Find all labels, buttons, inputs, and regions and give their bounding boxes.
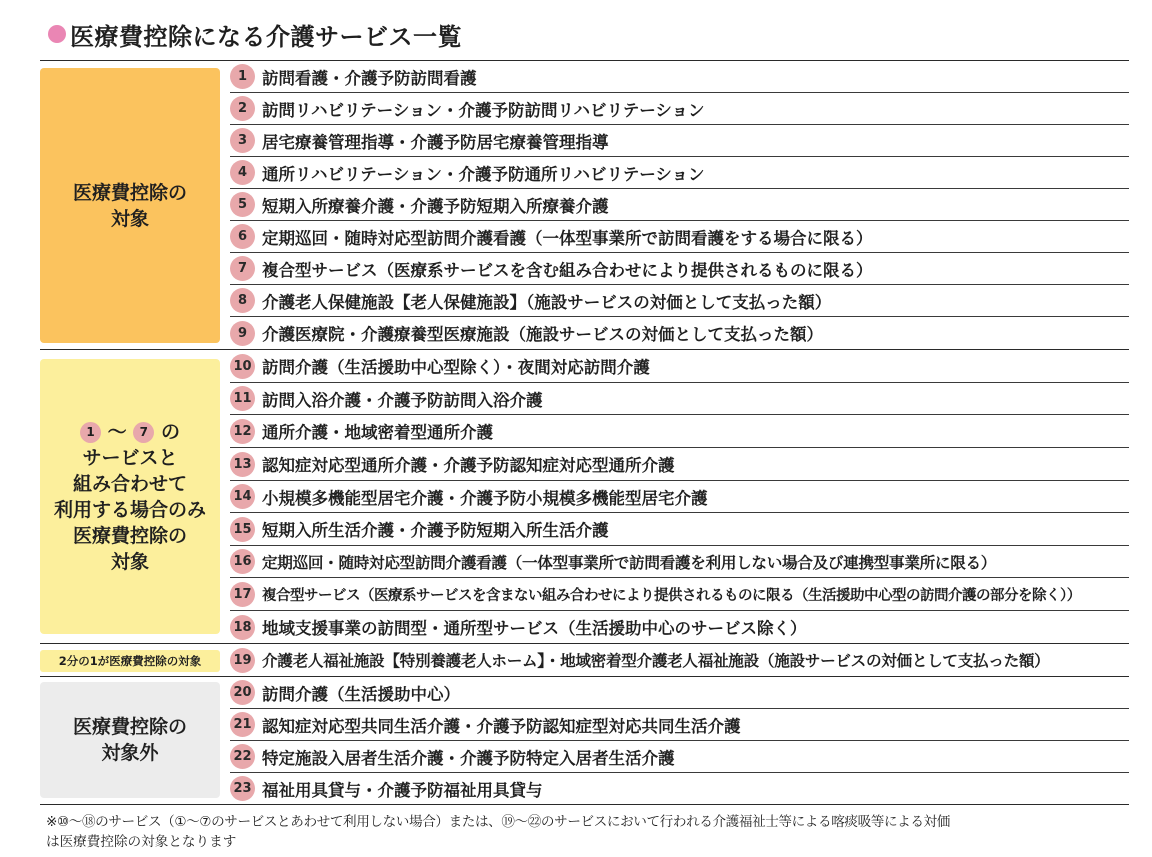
number-badge: 7 <box>133 422 154 443</box>
range-tilde: 〜 <box>107 420 127 443</box>
number-badge: 23 <box>230 776 255 801</box>
service-row <box>230 448 1129 481</box>
service-text: 介護老人福祉施設【特別養護老人ホーム】・地域密着型介護老人福祉施設（施設サービスの対価として支払った額） <box>262 652 1050 670</box>
number-badge: 2 <box>230 96 255 121</box>
service-row <box>230 350 1129 383</box>
number-badge: 3 <box>230 128 255 153</box>
service-text: 訪問看護・介護予防訪問看護 <box>262 68 477 88</box>
service-row <box>230 317 1129 349</box>
group-label-line: 組み合わせて <box>72 472 187 495</box>
service-row <box>230 61 1129 93</box>
service-row <box>230 383 1129 415</box>
group-label-line: 医療費控除の <box>72 716 187 738</box>
service-row <box>230 773 1129 804</box>
bottom-rule <box>40 804 1129 805</box>
service-row <box>230 677 1129 709</box>
number-badge: 6 <box>230 224 255 249</box>
group-label-combined <box>40 359 220 634</box>
number-badge: 7 <box>230 256 255 281</box>
number-badge: 14 <box>230 484 255 509</box>
service-text: 通所リハビリテーション・介護予防通所リハビリテーション <box>262 164 705 184</box>
number-badge: 18 <box>230 615 255 640</box>
number-badge: 13 <box>230 452 255 477</box>
footnote-line: ※⑩〜⑱のサービス（①〜⑦のサービスとあわせて利用しない場合）または、⑲〜㉒のサービスにおいて行われる介護福祉士等による喀痰吸等による対価 <box>46 814 950 830</box>
service-row <box>230 546 1129 578</box>
service-row <box>230 157 1129 189</box>
service-text: 訪問入浴介護・介護予防訪問入浴介護 <box>262 390 543 410</box>
group-label-deductible <box>40 68 220 343</box>
group-label-line: 医療費控除の <box>72 524 187 547</box>
range-suffix: の <box>160 420 180 443</box>
number-badge: 1 <box>230 64 255 89</box>
service-text: 介護老人保健施設【老人保健施設】（施設サービスの対価として支払った額） <box>262 292 832 312</box>
service-row <box>230 125 1129 157</box>
service-row <box>230 709 1129 741</box>
service-text: 訪問介護（生活援助中心型除く）・夜間対応訪問介護 <box>262 358 650 377</box>
number-badge: 16 <box>230 549 255 574</box>
service-text: 短期入所療養介護・介護予防短期入所療養介護 <box>262 196 609 216</box>
service-text: 訪問リハビリテーション・介護予防訪問リハビリテーション <box>262 100 705 120</box>
number-badge: 20 <box>230 680 255 705</box>
service-text: 福祉用具貸与・介護予防福祉用具貸与 <box>262 780 543 800</box>
footnote-line: は医療費控除の対象となります <box>46 834 237 850</box>
number-badge: 1 <box>80 422 101 443</box>
group-label-line: 対象 <box>110 207 149 230</box>
number-badge: 12 <box>230 419 255 444</box>
service-text: 認知症対応型共同生活介護・介護予防認知症型対応共同生活介護 <box>262 716 741 736</box>
title-bullet-icon <box>48 25 66 43</box>
number-badge: 21 <box>230 712 255 737</box>
group-label-not-deductible <box>40 682 220 798</box>
service-text: 短期入所生活介護・介護予防短期入所生活介護 <box>262 521 609 540</box>
service-text: 特定施設入居者生活介護・介護予防特定入居者生活介護 <box>262 748 675 768</box>
number-badge: 8 <box>230 288 255 313</box>
footnote <box>46 812 1132 852</box>
number-badge: 19 <box>230 648 255 673</box>
service-text: 訪問介護（生活援助中心） <box>262 684 460 704</box>
service-row <box>230 285 1129 317</box>
number-badge: 22 <box>230 744 255 769</box>
group-label-range <box>80 419 180 445</box>
number-badge: 17 <box>230 582 255 607</box>
group-label-text: 2分の1が医療費控除の対象 <box>58 654 202 668</box>
number-badge: 5 <box>230 192 255 217</box>
service-text: 通所介護・地域密着型通所介護 <box>262 423 493 442</box>
service-row <box>230 644 1129 676</box>
service-text: 居宅療養管理指導・介護予防居宅療養管理指導 <box>262 132 609 152</box>
service-row <box>230 253 1129 285</box>
number-badge: 15 <box>230 517 255 542</box>
service-text: 小規模多機能型居宅介護・介護予防小規模多機能型居宅介護 <box>262 488 708 508</box>
group-label-half <box>40 650 220 672</box>
service-row <box>230 481 1129 513</box>
group-label-line: 医療費控除の <box>72 181 187 204</box>
service-row <box>230 93 1129 125</box>
service-text: 定期巡回・随時対応型訪問介護看護（一体型事業所で訪問看護を利用しない場合及び連携型事業所に限る） <box>262 553 997 572</box>
service-row <box>230 415 1129 448</box>
service-text: 地域支援事業の訪問型・通所型サービス（生活援助中心のサービス除く） <box>262 619 807 638</box>
service-row <box>230 611 1129 643</box>
service-text: 定期巡回・随時対応型訪問介護看護（一体型事業所で訪問看護をする場合に限る） <box>262 228 873 248</box>
service-row <box>230 189 1129 221</box>
group-label-line: サービスと <box>82 446 178 469</box>
number-badge: 10 <box>230 354 255 379</box>
title-row <box>48 16 462 52</box>
service-text: 介護医療院・介護療養型医療施設（施設サービスの対価として支払った額） <box>262 325 823 344</box>
group-label-line: 対象 <box>110 550 149 573</box>
number-badge: 9 <box>230 321 255 346</box>
service-row <box>230 221 1129 253</box>
number-badge: 4 <box>230 160 255 185</box>
service-row <box>230 741 1129 773</box>
service-text: 認知症対応型通所介護・介護予防認知症対応型通所介護 <box>262 456 675 475</box>
group-label-line: 利用する場合のみ <box>53 498 206 521</box>
number-badge: 11 <box>230 386 255 411</box>
service-row <box>230 513 1129 546</box>
service-text: 複合型サービス（医療系サービスを含む組み合わせにより提供されるものに限る） <box>262 260 873 280</box>
group-label-line: 対象外 <box>101 742 159 764</box>
service-row <box>230 578 1129 611</box>
page-title: 医療費控除になる介護サービス一覧 <box>70 22 462 51</box>
service-text: 複合型サービス（医療系サービスを含まない組み合わせにより提供されるものに限る（生活援助中心型の訪問介護の部分を除く）） <box>262 587 1081 604</box>
